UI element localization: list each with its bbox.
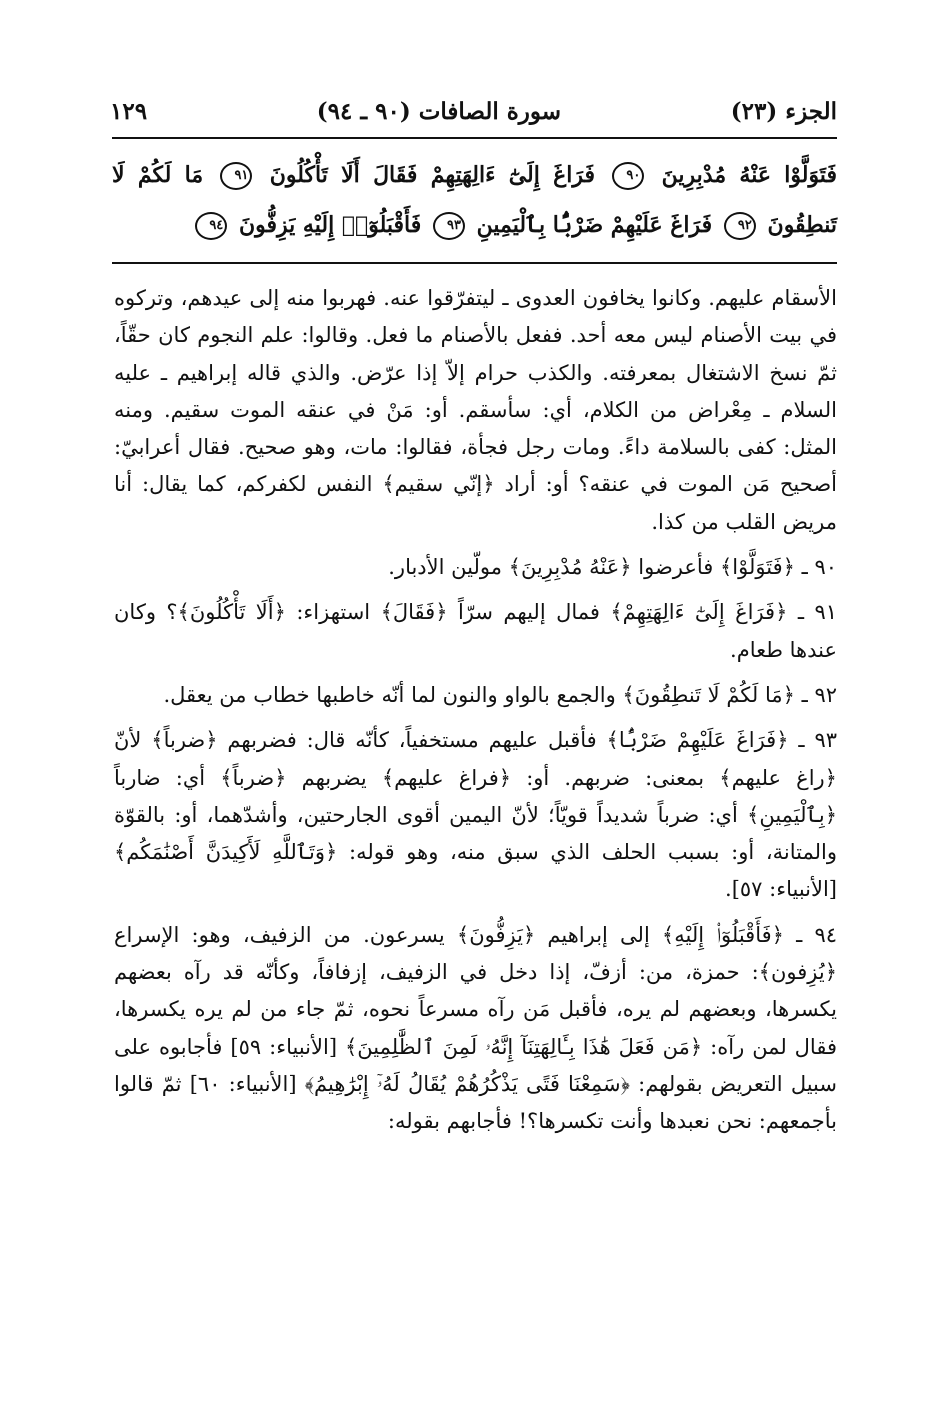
ayah-93-text: فَرَاغَ عَلَيْهِمْ ضَرْبًۢا بِٱلْيَمِينِ	[476, 212, 713, 238]
ayah-91-text: فَرَاغَ إِلَىٰٓ ءَالِهَتِهِمْ فَقَالَ أَلَا تَأْكُلُونَ	[269, 162, 596, 188]
ayah-94-text: فَأَقْبَلُوٓا۟ إِلَيْهِ يَزِفُّونَ	[238, 212, 422, 238]
ayah-91-marker: ٩١	[220, 162, 252, 190]
page-header	[110, 88, 837, 134]
ayah-92-text: مَا لَكُمْ لَا تَنطِقُونَ	[112, 162, 837, 238]
header-rule	[112, 137, 837, 139]
ayah-93-marker: ٩٣	[433, 212, 465, 240]
surah-title: سورة الصافات (٩٠ ـ ٩٤)	[316, 97, 562, 125]
ayah-90-text: فَتَوَلَّوْا عَنْهُ مُدْبِرِينَ	[661, 162, 837, 188]
quran-rule	[112, 262, 837, 264]
tafsir-commentary	[114, 280, 837, 1149]
ayah-94-marker: ٩٤	[195, 212, 227, 240]
juz-label: الجزء (٢٣)	[730, 97, 837, 125]
page-number: ١٢٩	[110, 97, 148, 125]
commentary-paragraph-92: ٩٢ ـ ﴿مَا لَكُمْ لَا تَنطِقُونَ﴾ والجمع بالواو والنون لما أنّه خاطبها خطاب من يعقل.	[163, 682, 837, 707]
ayah-92-marker: ٩٢	[724, 212, 756, 240]
commentary-paragraph-91: ٩١ ـ ﴿فَرَاغَ إِلَىٰٓ ءَالِهَتِهِمْ﴾ فمال إليهم سرّاً ﴿فَقَالَ﴾ استهزاء: ﴿أَلَا تَأْكُلُونَ﴾؟ وكان عندها طعام.	[114, 600, 837, 662]
commentary-paragraph-94: ٩٤ ـ ﴿فَأَقْبَلُوٓا۟ إِلَيْهِ﴾ إلى إبراهيم ﴿يَزِفُّونَ﴾ يسرعون. من الزفيف، وهو: الإسراع ﴿يُزِفون﴾: حمزة، من: أزفّ، إذا دخل في الزفيف، إزفافاً، وكأنّه قد رآه بعضهم يكسرها، وبعضهم لم يره، فأقبل مَن رآه مسرعاً نحوه، ثمّ جاء من لم يره يكسرها، فقال لمن رآه: ﴿مَن فَعَلَ هَٰذَا بِـَٔالِهَتِنَآ إِنَّهُۥ لَمِنَ ٱلظَّٰلِمِينَ﴾ [الأنبياء: ٥٩] فأجابوه على سبيل التعريض بقولهم: ﴿سَمِعْنَا فَتًى يَذْكُرُهُمْ يُقَالُ لَهُۥٓ إِبْرَٰهِيمُ﴾ [الأنبياء: ٦٠] ثمّ قالوا بأجمعهم: نحن نعبدها وأنت تكسرها؟! فأجابهم بقوله:	[114, 922, 837, 1134]
commentary-paragraph-intro: الأسقام عليهم. وكانوا يخافون العدوى ـ ليتفرّقوا عنه. فهربوا منه إلى عيدهم، وتركوه في بيت الأصنام ليس معه أحد. ففعل بالأصنام ما فعل. وقالوا: علم النجوم كان حقّاً، ثمّ نسخ الاشتغال بمعرفته. والكذب حرام إلاّ إذا عرّض. والذي قاله إبراهيم ـ عليه السلام ـ مِعْراض من الكلام، أي: سأسقم. أو: مَنْ في عنقه الموت سقيم. ومنه المثل: كفى بالسلامة داءً. ومات رجل فجأة، فقالوا: مات، وهو صحيح. فقال أعرابيّ: أصحيح مَن الموت في عنقه؟ أو: أراد ﴿إنّي سقيم﴾ النفس لكفركم، كما يقال: أنا مريض القلب من كذا.	[114, 286, 837, 534]
commentary-paragraph-90: ٩٠ ـ ﴿فَتَوَلَّوْا﴾ فأعرضوا ﴿عَنْهُ مُدْبِرِينَ﴾ مولّين الأدبار.	[388, 555, 837, 580]
commentary-paragraph-93: ٩٣ ـ ﴿فَرَاغَ عَلَيْهِمْ ضَرْبًۢا﴾ فأقبل عليهم مستخفياً، كأنّه قال: فضربهم ﴿ضرباً﴾ لأنّ ﴿راغ عليهم﴾ بمعنى: ضربهم. أو: ﴿فراغ عليهم﴾ يضربهم ﴿ضرباً﴾ أي: ضارباً ﴿بِٱلْيَمِينِ﴾ أي: ضرباً شديداً قويّاً؛ لأنّ اليمين أقوى الجارحتين، وأشدّهما، أو: بالقوّة والمتانة، أو: بسبب الحلف الذي سبق منه، وهو قوله: ﴿وَتَٱللَّهِ لَأَكِيدَنَّ أَصْنَٰمَكُم﴾ [الأنبياء: ٥٧].	[114, 728, 837, 902]
quran-verses-block	[112, 150, 837, 260]
ayah-90-marker: ٩٠	[612, 162, 644, 190]
